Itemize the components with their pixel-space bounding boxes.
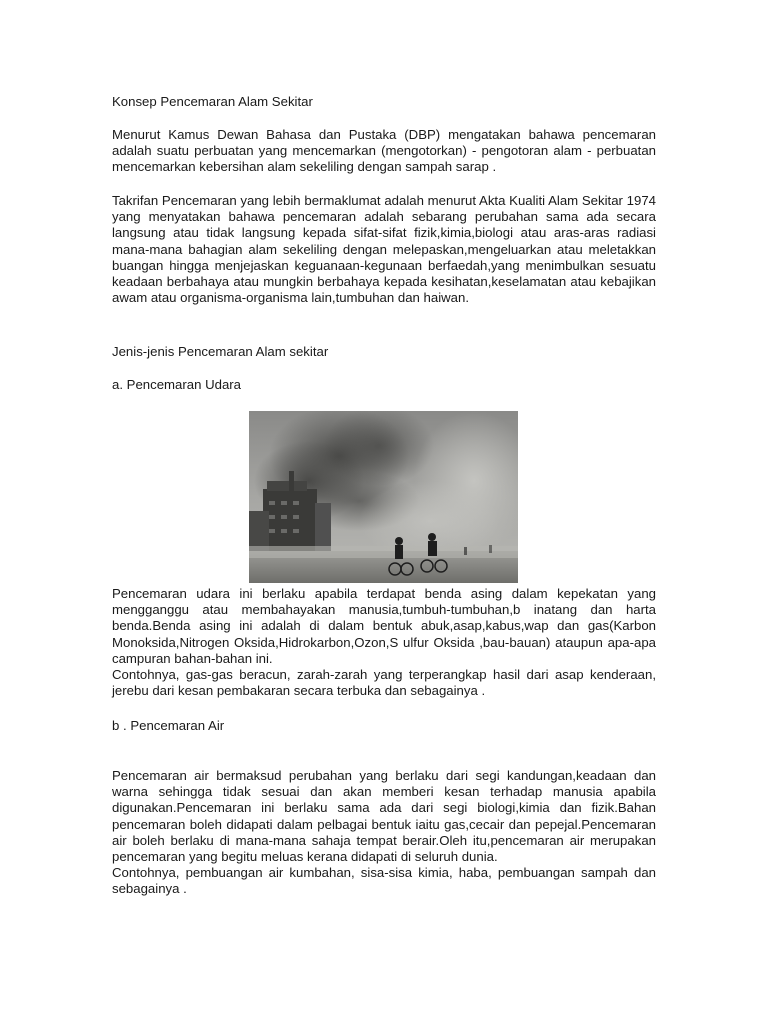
definition-dbp-text: Menurut Kamus Dewan Bahasa dan Pustaka (DBP) mengatakan bahawa pencemaran adalah suatu perbuatan yang mencemarkan (mengotorkan) - pengotoran alam - perbuatan mencemarkan kebersihan alam sekeliling dengan sampah sarap . xyxy=(112,127,656,175)
page-title: Konsep Pencemaran Alam Sekitar xyxy=(112,94,313,109)
smoky-factory-cyclists-image xyxy=(249,411,518,583)
paragraph-air xyxy=(112,768,656,898)
subheading-air: b . Pencemaran Air xyxy=(112,718,225,733)
udara-body-text: Pencemaran udara ini berlaku apabila terdapat benda asing dalam kepekatan yang mengganggu atau membahayakan manusia,tumbuh-tumbuhan,b inatang dan harta benda.Benda asing ini adalah di dalam bentuk abuk,asap,kabus,wap dan gas(Karbon Monoksida,Nitrogen Oksida,Hidrokarbon,Ozon,S ulfur Oksida ,bau-bauan) ataupun apa-apa campuran bahan-bahan ini. xyxy=(112,586,656,666)
section-heading-types: Jenis-jenis Pencemaran Alam sekitar xyxy=(112,344,329,359)
paragraph-definition-dbp xyxy=(112,127,656,176)
subheading-udara: a. Pencemaran Udara xyxy=(112,377,242,392)
paragraph-definition-akta xyxy=(112,193,656,306)
air-pollution-photo xyxy=(249,411,518,583)
definition-akta-text: Takrifan Pencemaran yang lebih bermaklumat adalah menurut Akta Kualiti Alam Sekitar 1974 yang menyatakan bahawa pencemaran adalah sebarang perubahan sama ada secara langsung atau tidak langsung kepada sifat-sifat fizik,kimia,biologi atau aras-aras radiasi mana-mana bahagian alam sekeliling dengan melepaskan,mengeluarkan atau meletakkan buangan hingga menjejaskan keguanaan-kegunaan berfaedah,yang menimbulkan sesuatu keadaan berbahaya atau mungkin berbahaya kepada kesihatan,keselamatan atau kebajikan awam atau organisma-organisma lain,tumbuhan dan haiwan. xyxy=(112,193,656,306)
paragraph-udara xyxy=(112,586,656,699)
udara-example-text: Contohnya, gas-gas beracun, zarah-zarah yang terperangkap hasil dari asap kenderaan, jerebu dari kesan pembakaran secara terbuka dan sebagainya . xyxy=(112,667,656,699)
air-example-text: Contohnya, pembuangan air kumbahan, sisa-sisa kimia, haba, pembuangan sampah dan sebagainya . xyxy=(112,865,656,897)
air-body-text: Pencemaran air bermaksud perubahan yang berlaku dari segi kandungan,keadaan dan warna sehingga tidak sesuai dan akan memberi kesan terhadap manusia apabila digunakan.Pencemaran ini berlaku sama ada dari segi biologi,kimia dan fizik.Bahan pencemaran boleh didapati dalam pelbagai bentuk iaitu gas,cecair dan pepejal.Pencemaran air boleh berlaku di mana-mana sahaja tempat berair.Oleh itu,pencemaran air merupakan pencemaran yang begitu meluas kerana didapati di seluruh dunia. xyxy=(112,768,656,865)
